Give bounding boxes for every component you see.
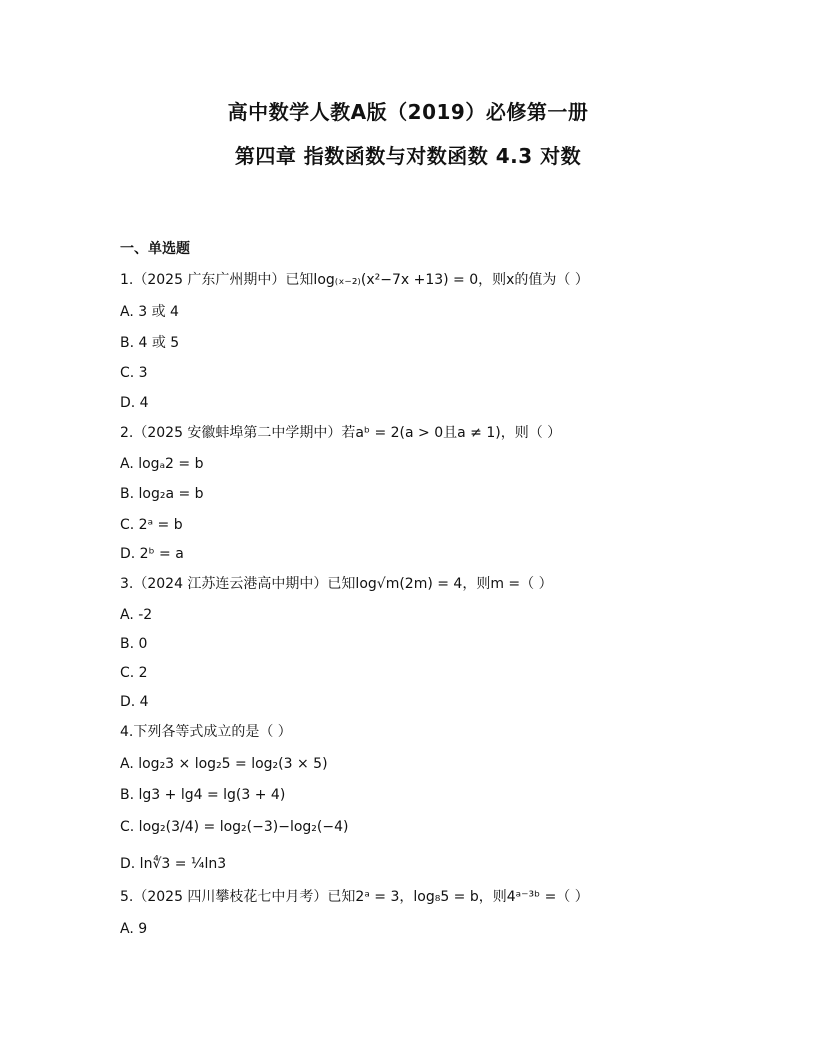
question-3-option-d: D. 4 [120, 694, 149, 710]
question-3: 3.（2024 江苏连云港高中期中）已知log√m(2m) = 4，则m =（ ） [120, 576, 553, 592]
question-2: 2.（2025 安徽蚌埠第二中学期中）若aᵇ = 2(a > 0且a ≠ 1)，则（ ） [120, 425, 562, 441]
question-1-option-a: A. 3 或 4 [120, 304, 179, 320]
section-heading: 一、单选题 [120, 241, 190, 257]
document-title: 高中数学人教A版（2019）必修第一册 [227, 100, 589, 124]
question-3-option-b: B. 0 [120, 636, 148, 652]
question-4: 4.下列各等式成立的是（ ） [120, 724, 292, 740]
question-3-option-c: C. 2 [120, 665, 148, 681]
question-2-option-d: D. 2ᵇ = a [120, 546, 184, 562]
question-4-option-d: D. ln∜3 = ¼ln3 [120, 856, 227, 872]
question-5: 5.（2025 四川攀枝花七中月考）已知2ᵃ = 3，log₈5 = b，则4ᵃ⁻³ᵇ =（ ） [120, 889, 589, 905]
question-3-option-a: A. -2 [120, 607, 153, 623]
question-1-option-d: D. 4 [120, 395, 149, 411]
question-4-option-b: B. lg3 + lg4 = lg(3 + 4) [120, 787, 286, 803]
question-2-option-a: A. logₐ2 = b [120, 456, 204, 472]
question-1-option-c: C. 3 [120, 365, 148, 381]
question-4-option-a: A. log₂3 × log₂5 = log₂(3 × 5) [120, 756, 328, 772]
question-2-option-c: C. 2ᵃ = b [120, 517, 183, 533]
question-5-option-a: A. 9 [120, 921, 148, 937]
question-1: 1.（2025 广东广州期中）已知log₍ₓ₋₂₎(x²−7x +13) = 0，则x的值为（ ） [120, 272, 589, 288]
question-4-option-c: C. log₂(3/4) = log₂(−3)−log₂(−4) [120, 819, 349, 835]
question-1-option-b: B. 4 或 5 [120, 335, 180, 351]
question-2-option-b: B. log₂a = b [120, 486, 204, 502]
document-subtitle: 第四章 指数函数与对数函数 4.3 对数 [234, 144, 582, 168]
